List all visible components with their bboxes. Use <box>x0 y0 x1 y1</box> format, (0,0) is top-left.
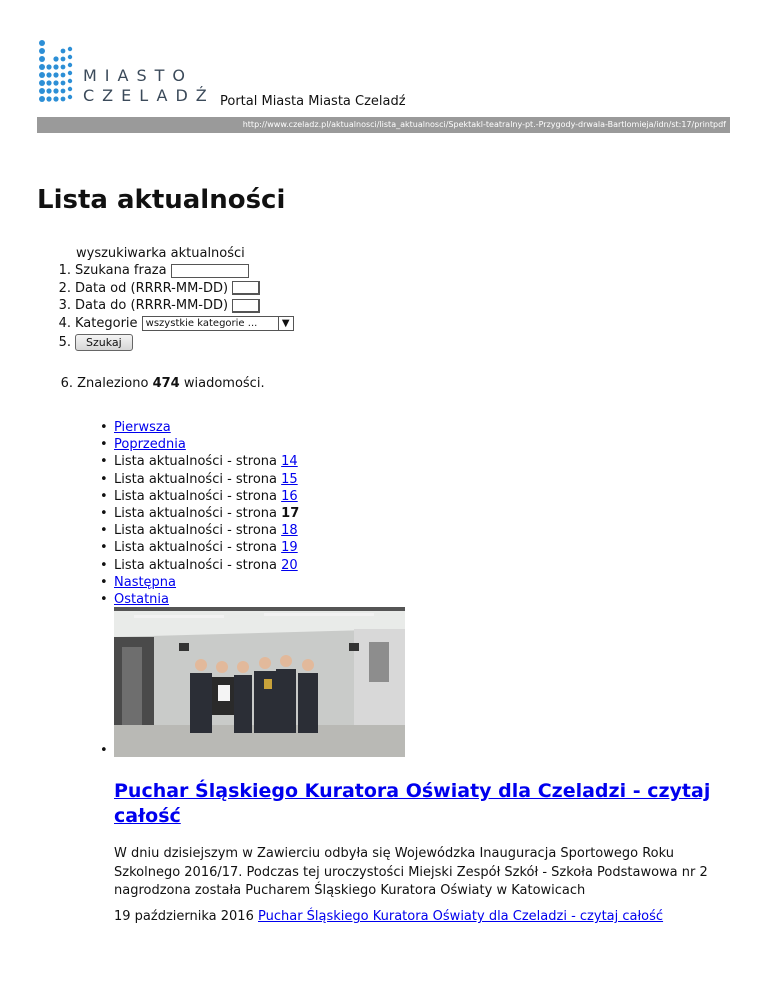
list-number: 3. <box>58 298 71 313</box>
pager-page-prefix: Lista aktualności - strona <box>114 488 278 504</box>
pager-page-link[interactable]: 20 <box>281 557 298 573</box>
pagination <box>114 419 299 608</box>
search-form <box>37 262 294 352</box>
list-bullet: • <box>100 743 108 758</box>
search-phrase-label: Szukana fraza <box>75 263 167 278</box>
logo-mark-icon <box>37 38 77 108</box>
pager-page-prefix: Lista aktualności - strona <box>114 557 278 573</box>
date-from-input[interactable] <box>232 281 260 295</box>
list-number: 5. <box>58 335 71 350</box>
category-select[interactable] <box>142 316 294 331</box>
results-prefix: Znaleziono <box>77 376 149 391</box>
article-photo[interactable] <box>114 607 405 757</box>
search-caption: wyszukiwarka aktualności <box>76 246 245 261</box>
pager-first-link[interactable]: Pierwsza <box>114 420 171 435</box>
pager-item <box>114 488 299 505</box>
article-summary: W dniu dzisiejszym w Zawierciu odbyła się Wojewódzka Inauguracja Sportowego Roku Szkolnego 2016/17. Podczas tej uroczystości Miejski Zespół Szkół - Szkoła Podstawowa nr 2 nagrodzona została Pucharem Śląskiego Kuratora Oświaty w Katowicach <box>114 846 708 898</box>
results-suffix: wiadomości. <box>183 376 265 391</box>
pager-item <box>114 522 299 539</box>
pager-prev-link[interactable]: Poprzednia <box>114 437 186 453</box>
date-from-row <box>58 280 294 298</box>
date-to-input[interactable] <box>232 299 260 313</box>
pager-page-prefix: Lista aktualności - strona <box>114 505 278 521</box>
pager-item <box>114 453 299 470</box>
article-meta <box>114 909 663 924</box>
pager-current-page: 17 <box>281 505 300 521</box>
list-number: 2. <box>58 280 71 296</box>
search-phrase-input[interactable] <box>171 264 249 278</box>
pager-next-link[interactable]: Następna <box>114 574 177 590</box>
search-phrase-row <box>58 262 294 280</box>
category-select-value: wszystkie kategorie ... <box>145 317 258 329</box>
date-to-row <box>58 297 294 315</box>
date-to-label: Data do (RRRR-MM-DD) <box>75 298 229 313</box>
article-title <box>114 779 734 829</box>
logo-text-line1: MIASTO <box>83 66 193 85</box>
list-number: 1. <box>58 263 71 278</box>
pager-page-prefix: Lista aktualności - strona <box>114 523 278 539</box>
page-url-bar: http://www.czeladz.pl/aktualnosci/lista_aktualnosci/Spektakl-teatralny-pt.-Przygody-drwala-Bartlomieja/idn/st:17/printpdf <box>37 117 730 133</box>
article-date: 19 października 2016 <box>114 909 254 924</box>
results-number: 474 <box>152 376 180 391</box>
search-button[interactable]: Szukaj <box>75 334 133 351</box>
list-number: 4. <box>58 315 71 331</box>
submit-row <box>58 334 294 352</box>
article-title-link[interactable]: Puchar Śląskiego Kuratora Oświaty dla Czeladzi - czytaj całość <box>114 780 711 827</box>
list-number: 6. <box>60 376 73 391</box>
page-title: Lista aktualności <box>37 185 286 215</box>
pager-item <box>114 539 299 556</box>
pager-page-link[interactable]: 15 <box>281 471 298 487</box>
category-label: Kategorie <box>75 315 138 331</box>
results-count <box>53 376 265 391</box>
pager-last-link[interactable]: Ostatnia <box>114 591 169 607</box>
pager-page-link[interactable]: 19 <box>281 540 298 556</box>
category-row <box>58 315 294 333</box>
pager-item <box>114 436 299 453</box>
pager-page-link[interactable]: 18 <box>281 523 298 539</box>
pager-page-prefix: Lista aktualności - strona <box>114 540 278 556</box>
site-logo[interactable] <box>37 38 227 108</box>
portal-title: Portal Miasta Miasta Czeladź <box>220 94 406 109</box>
pager-page-prefix: Lista aktualności - strona <box>114 454 278 470</box>
pager-page-prefix: Lista aktualności - strona <box>114 471 278 487</box>
dropdown-arrow-icon: ▼ <box>278 317 293 330</box>
pager-item <box>114 591 299 608</box>
pager-item <box>114 419 299 436</box>
pager-item <box>114 505 299 522</box>
pager-page-link[interactable]: 16 <box>281 488 298 504</box>
logo-text-line2: CZELADŹ <box>83 86 215 105</box>
article-read-more-link[interactable]: Puchar Śląskiego Kuratora Oświaty dla Czeladzi - czytaj całość <box>258 909 664 924</box>
pager-item <box>114 557 299 574</box>
date-from-label: Data od (RRRR-MM-DD) <box>75 280 229 296</box>
pager-item <box>114 574 299 591</box>
pager-page-link[interactable]: 14 <box>281 454 298 470</box>
pager-item <box>114 471 299 488</box>
